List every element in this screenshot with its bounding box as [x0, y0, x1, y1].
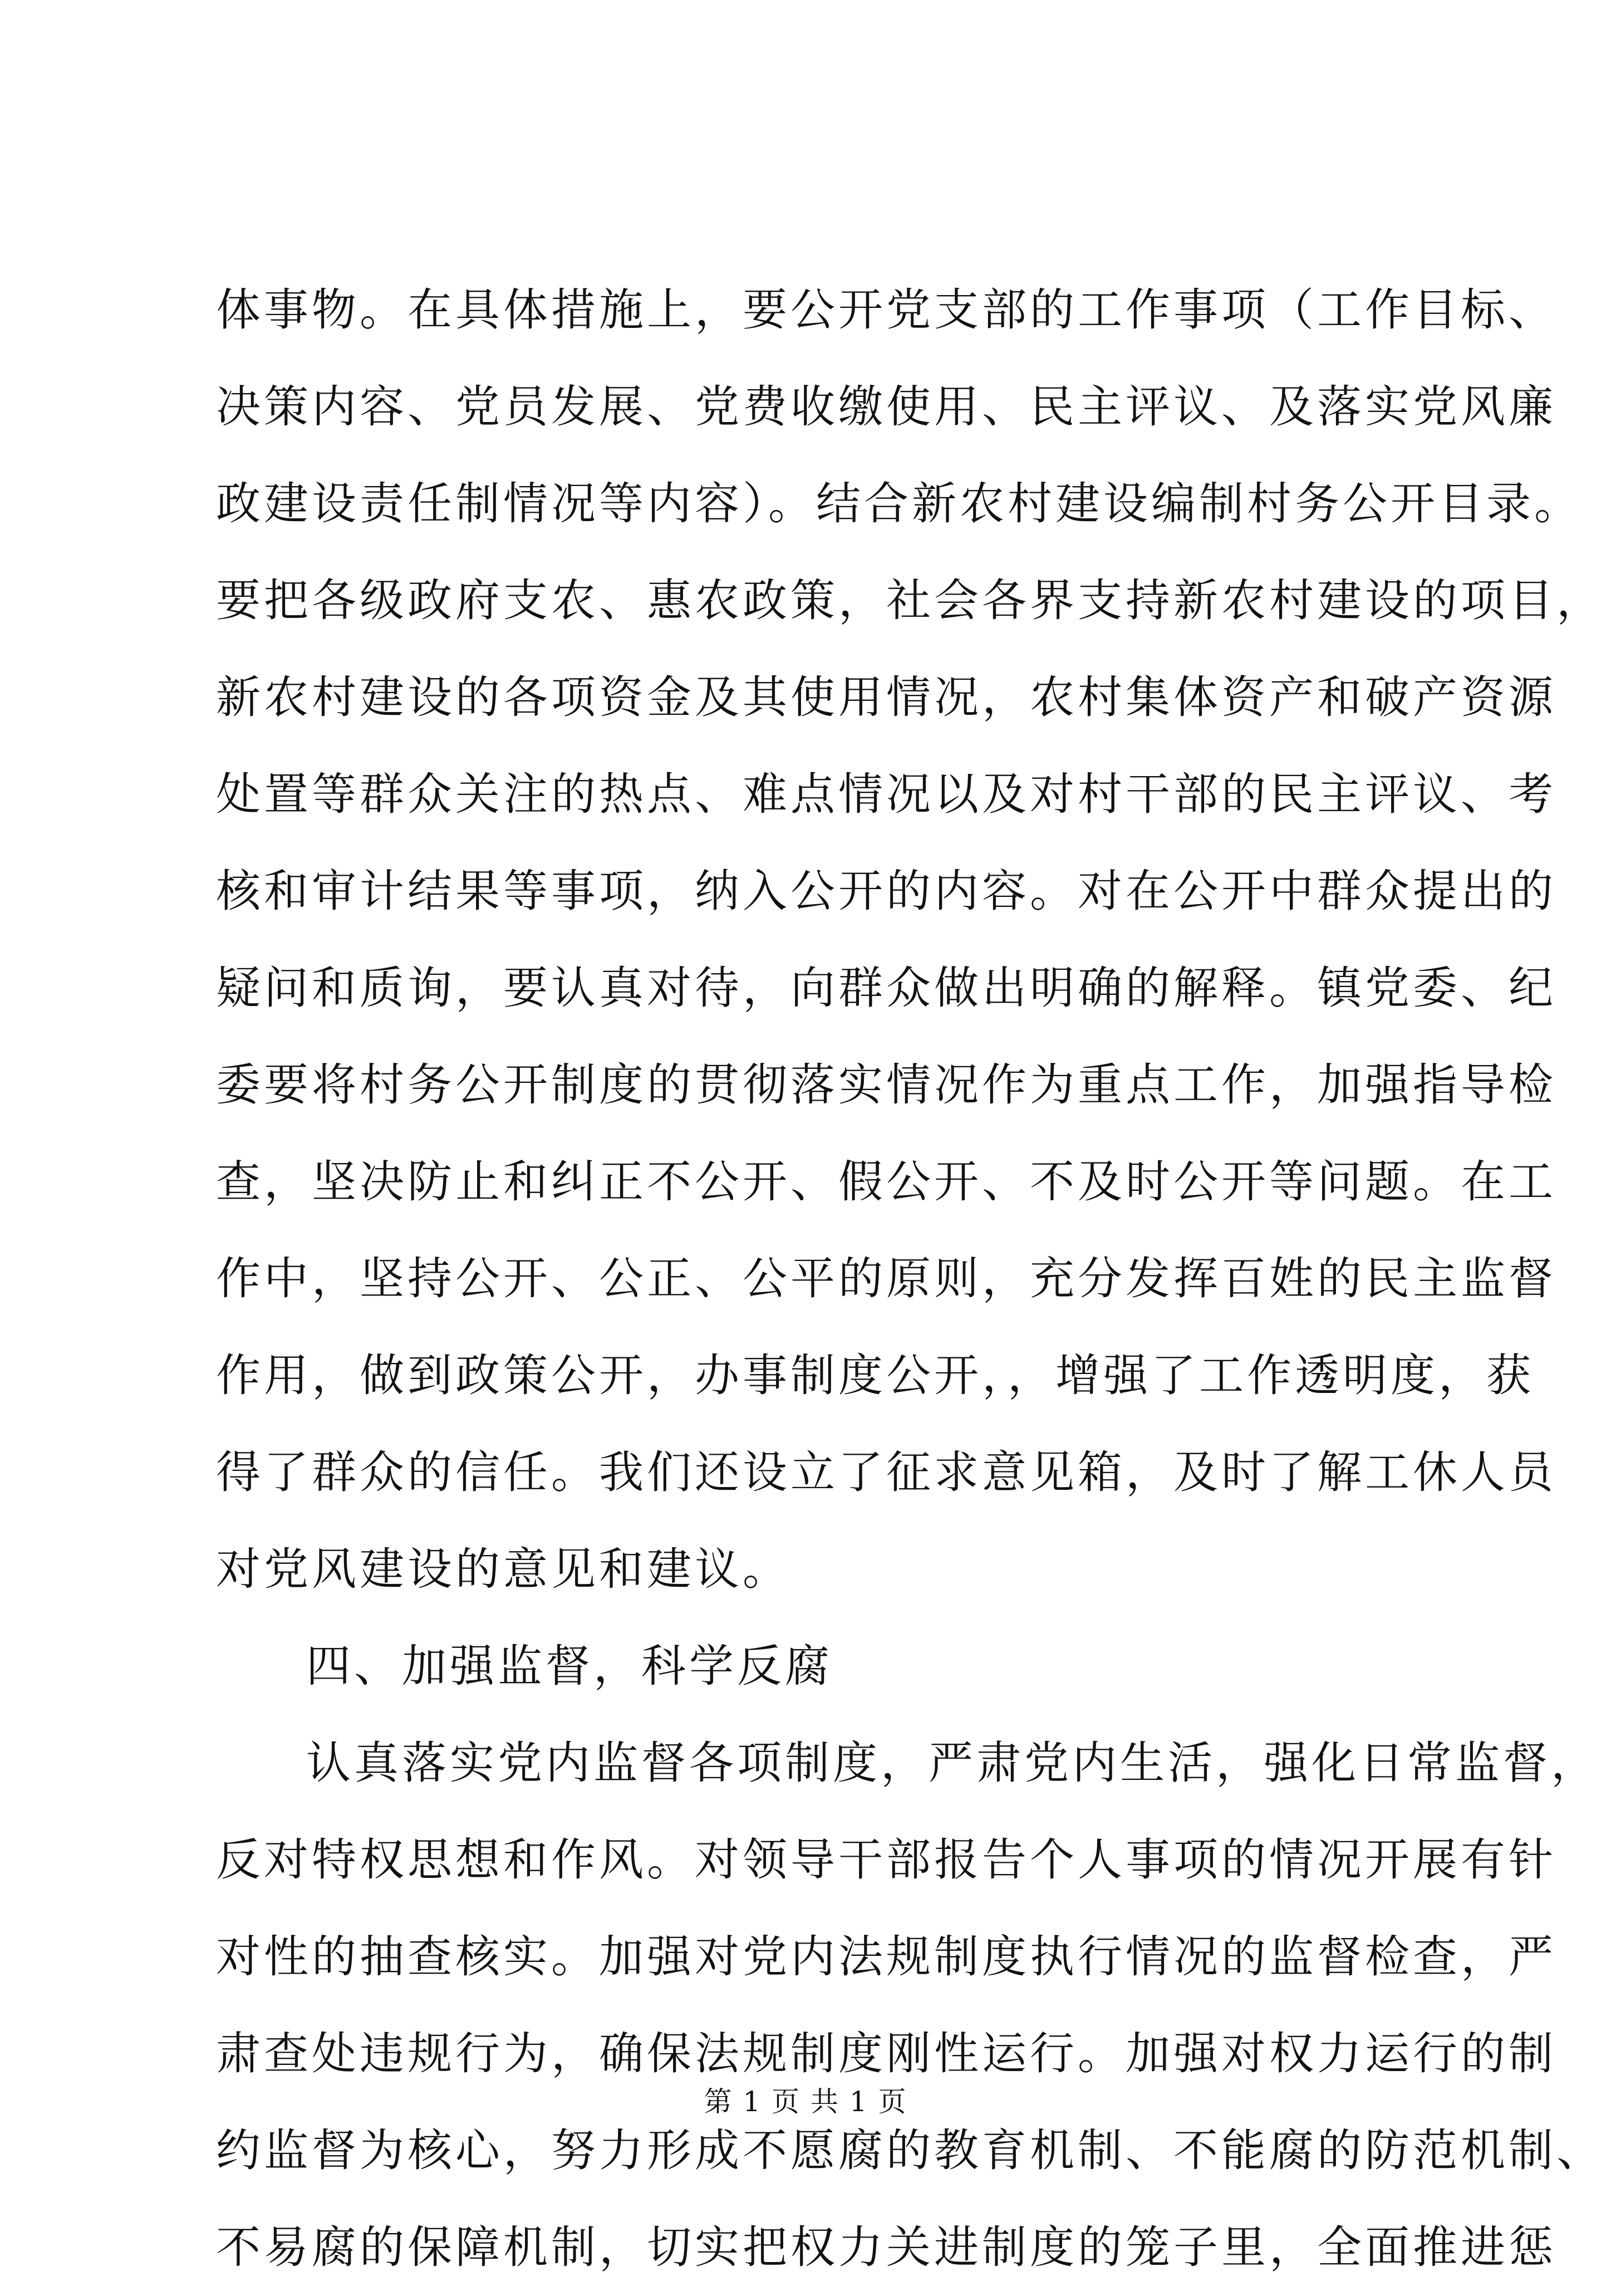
text-line: 政建设责任制情况等内容）。结合新农村建设编制村务公开目录。: [216, 478, 1582, 529]
document-body: [216, 262, 1604, 2296]
text-line: 不易腐的保障机制，切实把权力关进制度的笼子里，全面推进惩: [216, 2221, 1556, 2273]
text-line: 作用，做到政策公开，办事制度公开，，增强了工作透明度，获: [216, 1350, 1534, 1401]
text-line: 决策内容、党员发展、党费收缴使用、民主评议、及落实党风廉: [216, 381, 1556, 433]
text-line: 新农村建设的各项资金及其使用情况，农村集体资产和破产资源: [216, 671, 1556, 723]
text-line: 要把各级政府支农、惠农政策，社会各界支持新农村建设的项目，: [216, 575, 1604, 626]
text-line: 核和审计结果等事项，纳入公开的内容。对在公开中群众提出的: [216, 865, 1556, 917]
text-line: 处置等群众关注的热点、难点情况以及对村干部的民主评议、考: [216, 768, 1556, 820]
paragraph-first-line: 认真落实党内监督各项制度，严肃党内生活，强化日常监督，: [306, 1737, 1599, 1789]
text-line: 查，坚决防止和纠正不公开、假公开、不及时公开等问题。在工: [216, 1156, 1556, 1208]
text-line: 反对特权思想和作风。对领导干部报告个人事项的情况开展有针: [216, 1834, 1556, 1886]
text-line: 对性的抽查核实。加强对党内法规制度执行情况的监督检查，严: [216, 1931, 1556, 1983]
text-line: 委要将村务公开制度的贯彻落实情况作为重点工作，加强指导检: [216, 1059, 1556, 1111]
text-line: 得了群众的信任。我们还设立了征求意见箱，及时了解工休人员: [216, 1446, 1556, 1498]
text-line: 对党风建设的意见和建议。: [216, 1543, 790, 1595]
text-line: 约监督为核心，努力形成不愿腐的教育机制、不能腐的防范机制、: [216, 2125, 1604, 2176]
text-line: 肃查处违规行为，确保法规制度刚性运行。加强对权力运行的制: [216, 2028, 1556, 2079]
text-line: 体事物。在具体措施上，要公开党支部的工作事项（工作目标、: [216, 284, 1556, 336]
text-line: 作中，坚持公开、公正、公平的原则，充分发挥百姓的民主监督: [216, 1253, 1556, 1304]
text-line: 疑问和质询，要认真对待，向群众做出明确的解释。镇党委、纪: [216, 962, 1556, 1014]
section-heading: 四、加强监督，科学反腐: [306, 1640, 833, 1692]
page-footer: 第 1 页 共 1 页: [704, 2086, 907, 2118]
